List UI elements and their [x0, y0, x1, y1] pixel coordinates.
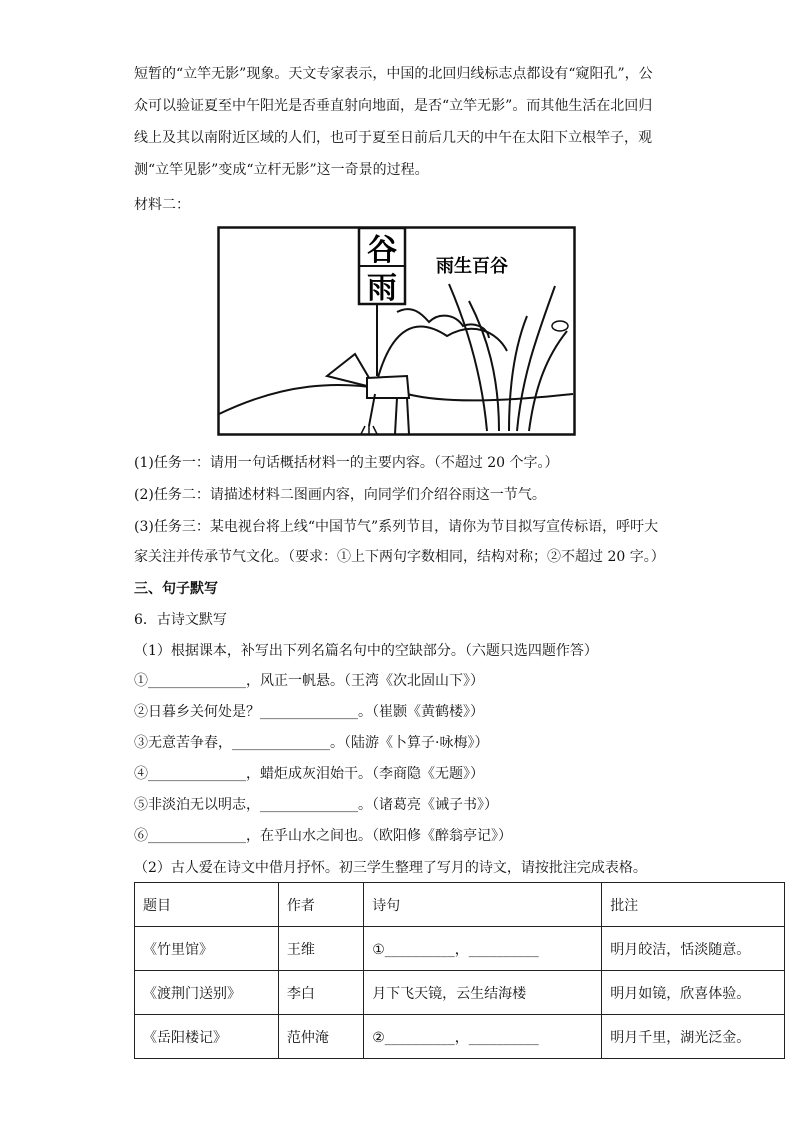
poem-blank-3[interactable]: ③无意苦争春，______________。（陆游《卜算子·咏梅》）: [134, 735, 489, 751]
text-line: 众可以验证夏至中午阳光是否垂直射向地面，是否“立竿无影”。而其他生活在北回归: [134, 98, 653, 114]
cell-title: 《岳阳楼记》: [135, 1015, 279, 1059]
cell-author: 王维: [278, 927, 363, 971]
illustration-caption: 雨生百谷: [436, 256, 508, 277]
text-line: 短暂的“立竿无影”现象。天文专家表示，中国的北回归线标志点都设有“窥阳孔”，公: [134, 66, 653, 82]
question-6-part1: （1）根据课本，补写出下列名篇名句中的空缺部分。（六题只选四题作答）: [134, 643, 598, 659]
table-row: [135, 971, 785, 1015]
task-2: (2)任务二：请描述材料二图画内容，向同学们介绍谷雨这一节气。: [134, 487, 546, 503]
farmer-body: [367, 376, 409, 398]
cell-verse-blank[interactable]: ②__________，__________: [364, 1015, 602, 1059]
material1-text: [134, 58, 664, 186]
cell-title: 《竹里馆》: [135, 927, 279, 971]
task-3-line2: 家关注并传承节气文化。（要求：①上下两句字数相同，结构对称；②不超过 20 字。）: [134, 549, 665, 565]
text-line: 测“立竿见影”变成“立杆无影”这一奇景的过程。: [134, 162, 429, 178]
cell-note: 明月千里，湖光泛金。: [602, 1015, 785, 1059]
grain-rain-illustration: [217, 226, 576, 436]
material2-label: 材料二：: [134, 197, 190, 213]
header-title: 题目: [135, 883, 279, 927]
sign-char-bottom: 雨: [367, 271, 397, 306]
table-row: [135, 927, 785, 971]
task-3-line1: (3)任务三：某电视台将上线“中国节气”系列节目，请你为节目拟写宣传标语，呼吁大: [134, 519, 659, 535]
poem-blank-2[interactable]: ②日暮乡关何处是？______________。（崔颢《黄鹤楼》）: [134, 704, 484, 720]
task-1: (1)任务一：请用一句话概括材料一的主要内容。（不超过 20 个字。）: [134, 455, 559, 471]
cell-author: 范仲淹: [278, 1015, 363, 1059]
cell-note: 明月如镜，欣喜体验。: [602, 971, 785, 1015]
table-header-row: [135, 883, 785, 927]
header-author: 作者: [278, 883, 363, 927]
sign-char-top: 谷: [367, 233, 397, 268]
cell-verse-blank[interactable]: ①__________，__________: [364, 927, 602, 971]
poem-blank-5[interactable]: ⑤非淡泊无以明志，______________。（诸葛亮《诫子书》）: [134, 797, 498, 813]
text-line: 线上及其以南附近区域的人们，也可于夏至日前后几天的中午在太阳下立根竿子，观: [134, 130, 652, 146]
cell-title: 《渡荆门送别》: [135, 971, 279, 1015]
moon-poems-table: [134, 882, 785, 1059]
question-6-title: 6．古诗文默写: [134, 612, 227, 628]
section-title: 三、句子默写: [134, 581, 218, 597]
cell-author: 李白: [278, 971, 363, 1015]
header-note: 批注: [602, 883, 785, 927]
table-row: [135, 1015, 785, 1059]
poem-blank-6[interactable]: ⑥______________，在乎山水之间也。（欧阳修《醉翁亭记》）: [134, 828, 512, 844]
header-verse: 诗句: [364, 883, 602, 927]
question-6-part2: （2）古人爱在诗文中借月抒怀。初三学生整理了写月的诗文，请按批注完成表格。: [134, 860, 647, 876]
cell-verse: 月下飞天镜，云生结海楼: [364, 971, 602, 1015]
cell-note: 明月皎洁，恬淡随意。: [602, 927, 785, 971]
poem-blank-4[interactable]: ④______________，蜡炬成灰泪始干。（李商隐《无题》）: [134, 766, 484, 782]
poem-blank-1[interactable]: ①______________，风正一帆悬。（王湾《次北固山下》）: [134, 673, 484, 689]
